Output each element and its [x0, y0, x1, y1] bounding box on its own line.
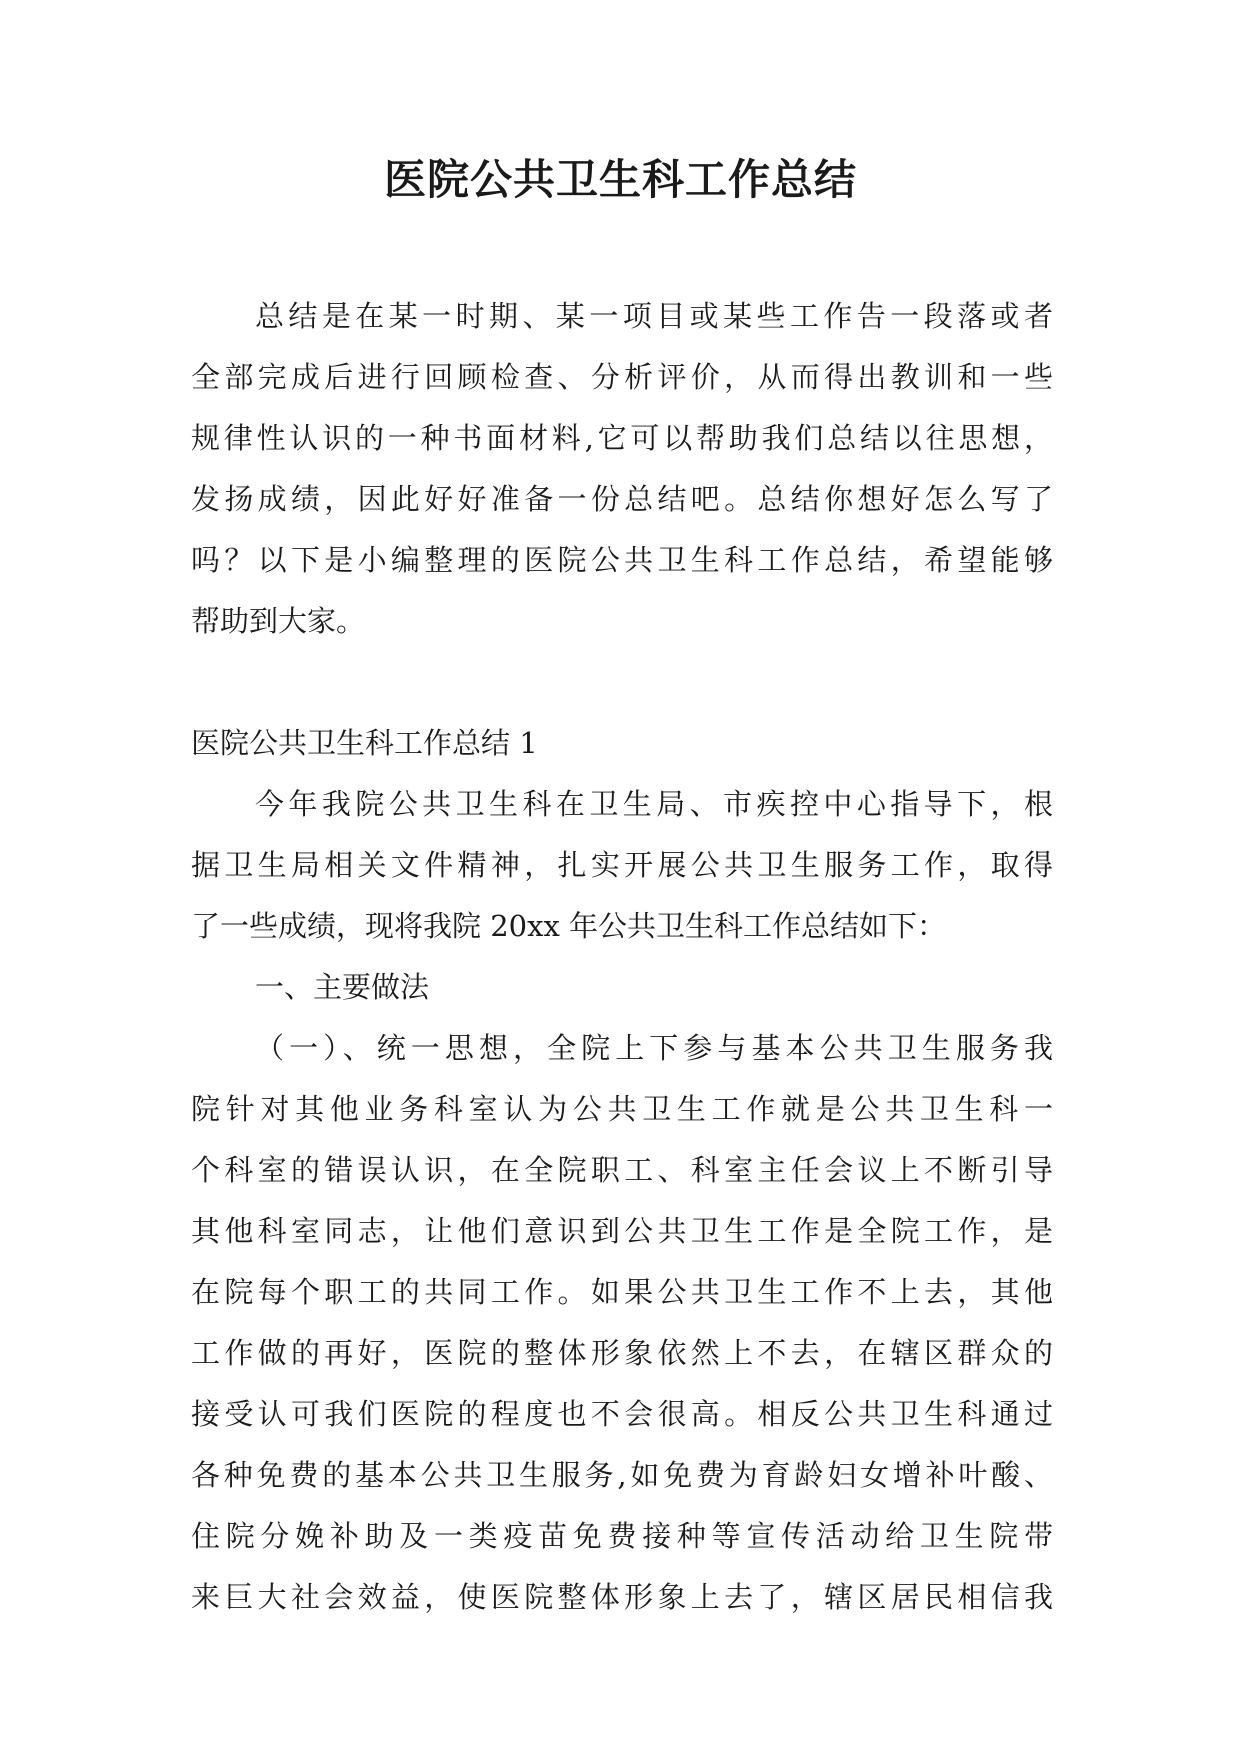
paragraph-line: 其他科室同志，让他们意识到公共卫生工作是全院工作，是: [191, 1214, 1053, 1248]
paragraph-line: 据卫生局相关文件精神，扎实开展公共卫生服务工作，取得: [191, 848, 1053, 882]
document-body: [191, 286, 1053, 1628]
section-title: 医院公共卫生科工作总结 1: [191, 726, 538, 760]
paragraph-line: 院针对其他业务科室认为公共卫生工作就是公共卫生科一: [191, 1092, 1053, 1126]
paragraph-line: 接受认可我们医院的程度也不会很高。相反公共卫生科通过: [191, 1397, 1053, 1431]
document-title: 医院公共卫生科工作总结: [383, 155, 857, 204]
paragraph-line: 帮助到大家。: [191, 604, 366, 638]
paragraph-line: 住院分娩补助及一类疫苗免费接种等宣传活动给卫生院带: [191, 1519, 1053, 1553]
paragraph-2: [191, 1018, 1053, 1628]
paragraph-line: 全部完成后进行回顾检查、分析评价，从而得出教训和一些: [191, 360, 1053, 394]
paragraph-line: （一）、统一思想，全院上下参与基本公共卫生服务我: [255, 1031, 1053, 1065]
paragraph-1: [191, 774, 1053, 957]
paragraph-line: 规律性认识的一种书面材料,它可以帮助我们总结以往思想，: [191, 421, 1053, 455]
paragraph-line: 在院每个职工的共同工作。如果公共卫生工作不上去，其他: [191, 1275, 1053, 1309]
paragraph-line: 来巨大社会效益，使医院整体形象上去了，辖区居民相信我: [191, 1580, 1053, 1614]
paragraph-line: 发扬成绩，因此好好准备一份总结吧。总结你想好怎么写了: [191, 482, 1053, 516]
heading-main-practices: 一、主要做法: [255, 970, 430, 1004]
intro-paragraph: [191, 286, 1053, 652]
paragraph-line: 今年我院公共卫生科在卫生局、市疾控中心指导下，根: [255, 787, 1053, 821]
spacer: [191, 652, 1053, 713]
paragraph-line: 工作做的再好，医院的整体形象依然上不去，在辖区群众的: [191, 1336, 1053, 1370]
paragraph-line: 吗？以下是小编整理的医院公共卫生科工作总结，希望能够: [191, 543, 1053, 577]
paragraph-line: 了一些成绩，现将我院 20xx 年公共卫生科工作总结如下：: [191, 909, 947, 943]
paragraph-line: 总结是在某一时期、某一项目或某些工作告一段落或者: [255, 299, 1053, 333]
paragraph-line: 个科室的错误认识，在全院职工、科室主任会议上不断引导: [191, 1153, 1053, 1187]
paragraph-line: 各种免费的基本公共卫生服务,如免费为育龄妇女增补叶酸、: [191, 1458, 1053, 1492]
